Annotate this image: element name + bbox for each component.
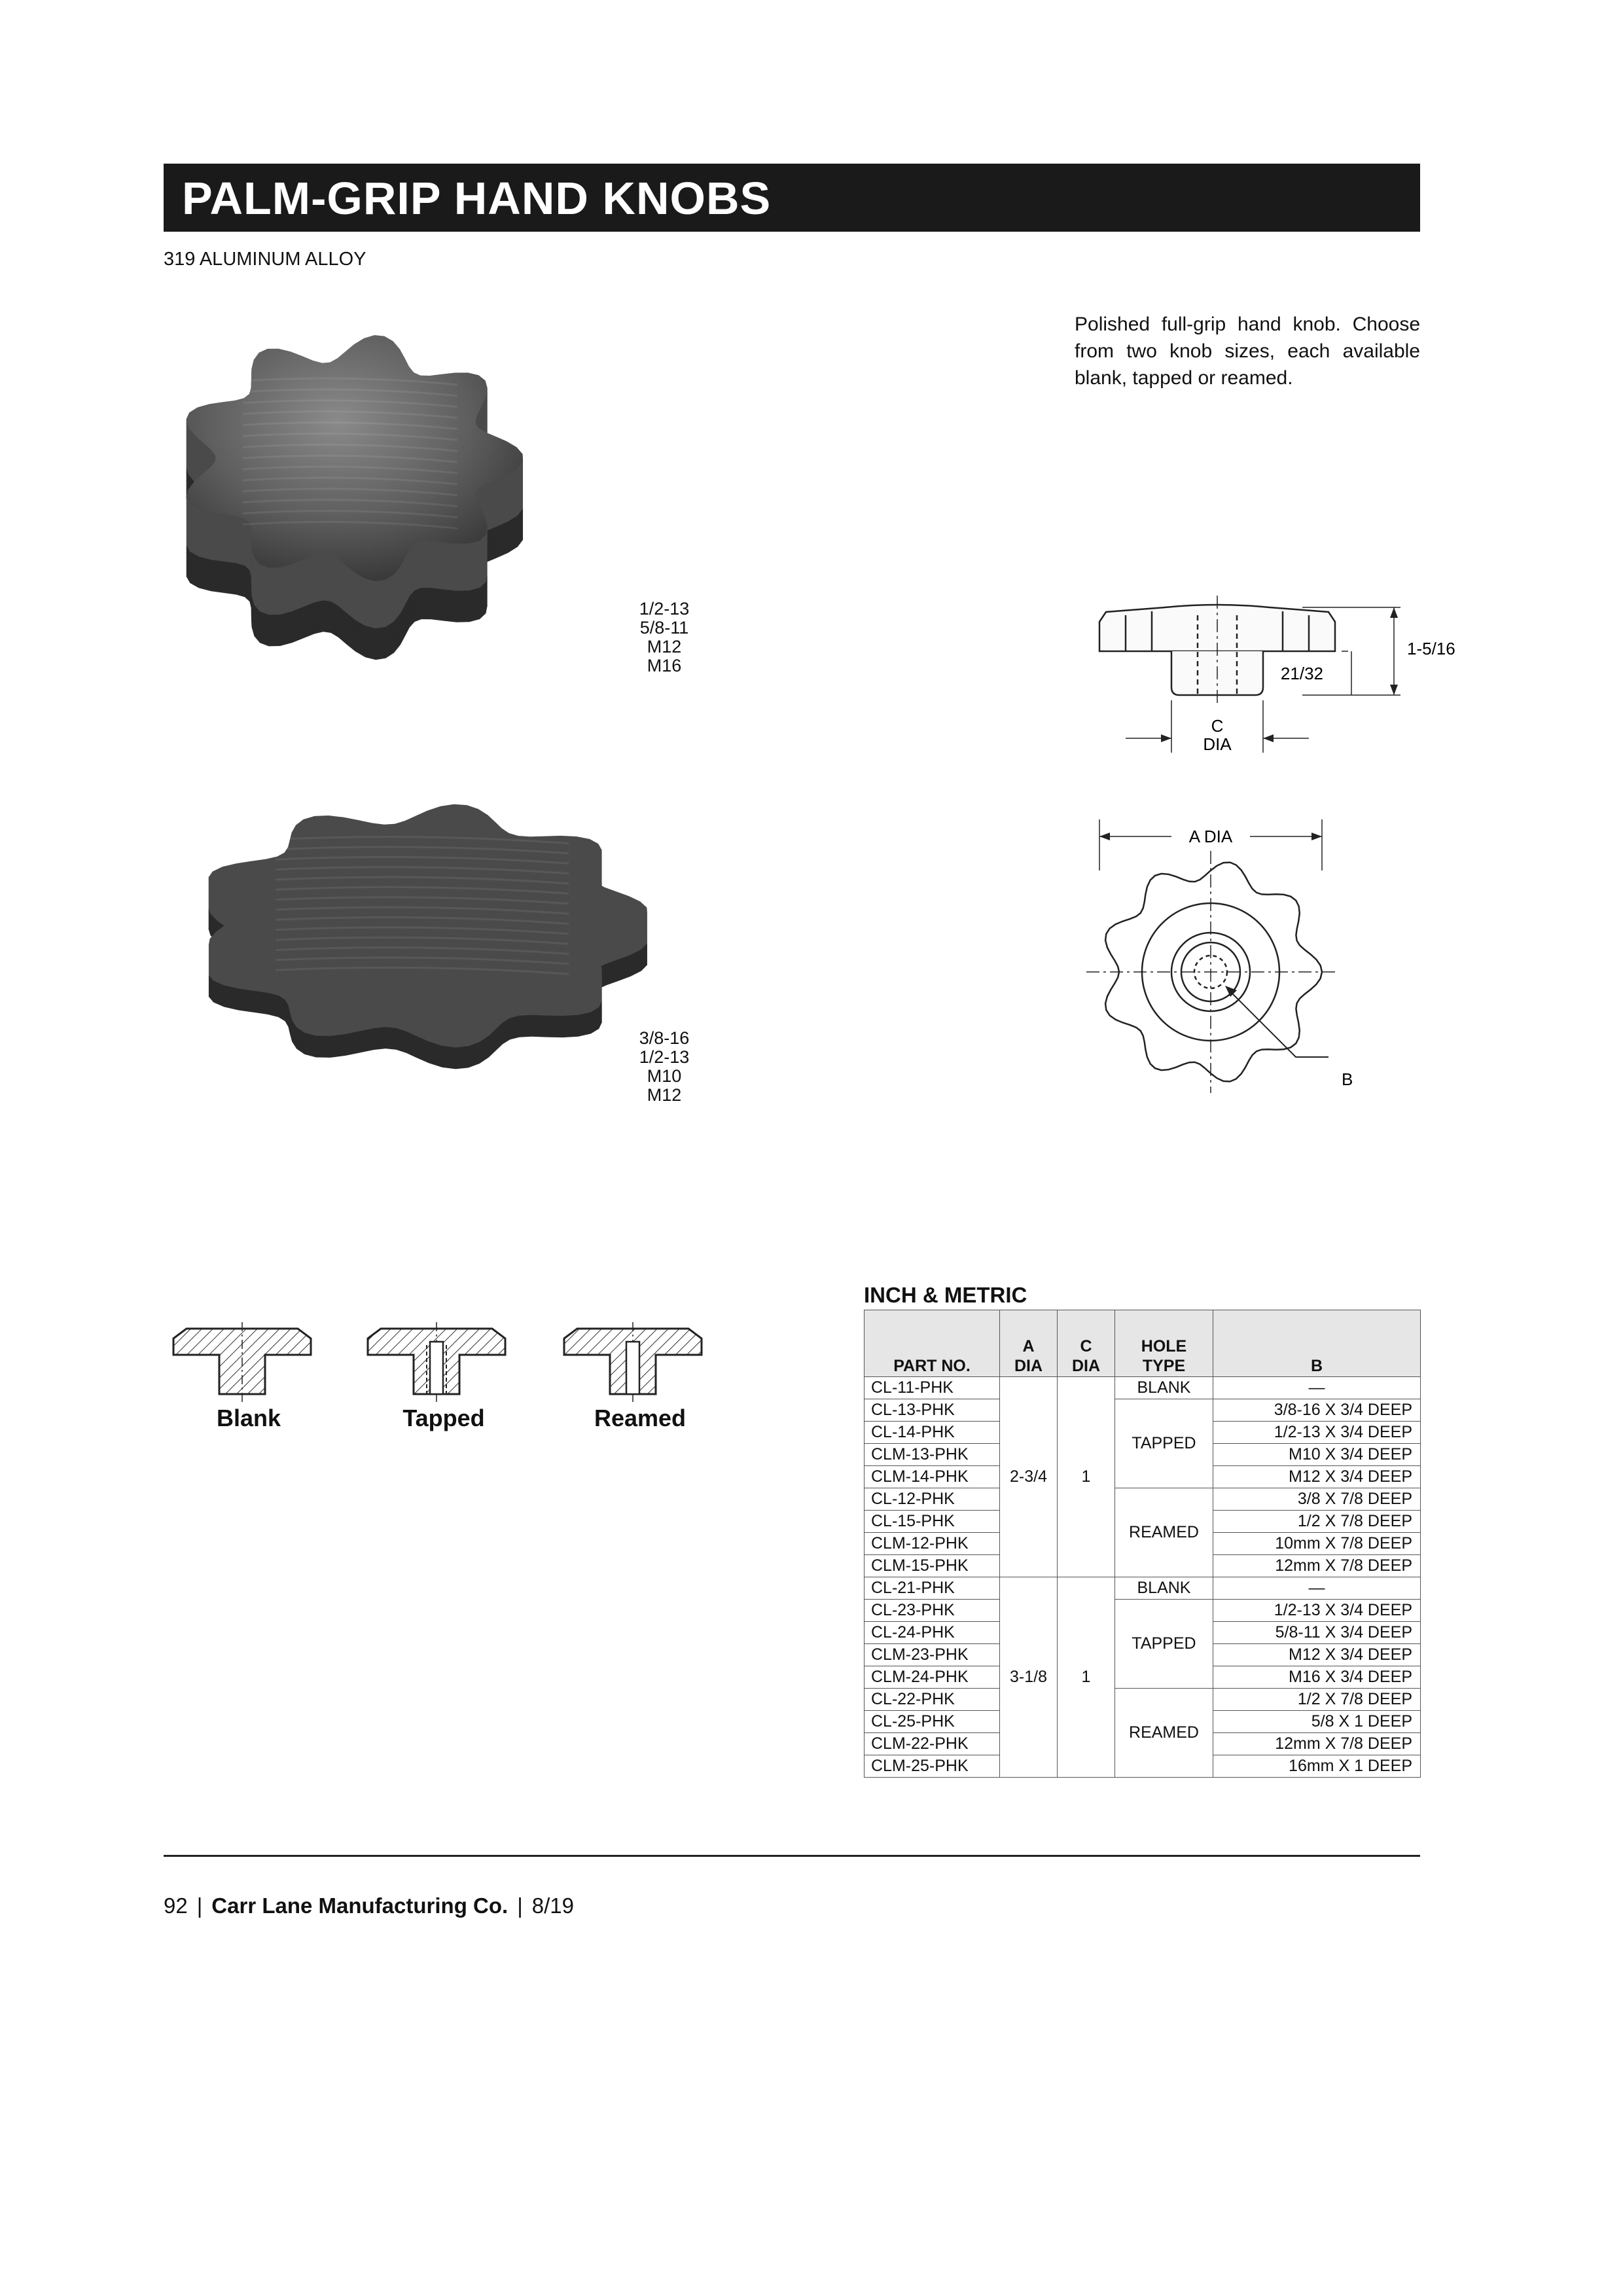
size-item: 5/8-11 [639,618,689,637]
top-view-drawing [1080,812,1394,1100]
size-item: M12 [647,1085,682,1105]
part-number-cell: CL-25-PHK [865,1711,1000,1733]
b-dimension-cell: — [1213,1577,1421,1600]
hole-type-blank-label: Blank [216,1405,281,1431]
b-dimension-cell: M10 X 3/4 DEEP [1213,1444,1421,1466]
a-dia-label: A DIA [1188,827,1233,846]
hole-type-cell: REAMED [1115,1689,1213,1778]
header-c-dia: C DIA [1058,1310,1115,1377]
table-row [865,1377,1421,1399]
page-title: PALM-GRIP HAND KNOBS [182,173,772,224]
part-number-cell: CLM-13-PHK [865,1444,1000,1466]
b-dimension-cell: — [1213,1377,1421,1399]
part-number-cell: CLM-24-PHK [865,1666,1000,1689]
b-dimension-cell: 1/2 X 7/8 DEEP [1213,1511,1421,1533]
table-row [865,1600,1421,1622]
size-item: 3/8-16 [639,1028,690,1048]
header-b: B [1213,1310,1421,1377]
footer-divider [164,1855,1420,1857]
spec-table [864,1310,1421,1778]
b-dimension-cell: 16mm X 1 DEEP [1213,1755,1421,1778]
table-title: INCH & METRIC [864,1283,1027,1307]
c-label: C [1211,716,1224,736]
footer: 92 | Carr Lane Manufacturing Co. | 8/19 [164,1893,574,1918]
part-number-cell: CL-23-PHK [865,1600,1000,1622]
table-row [865,1399,1421,1422]
part-number-cell: CL-15-PHK [865,1511,1000,1533]
a-dia-cell: 2-3/4 [1000,1377,1058,1577]
b-dimension-cell: 12mm X 7/8 DEEP [1213,1555,1421,1577]
part-number-cell: CLM-23-PHK [865,1644,1000,1666]
header-part-no: PART NO. [865,1310,1000,1377]
hole-type-cell: BLANK [1115,1577,1213,1600]
part-number-cell: CL-12-PHK [865,1488,1000,1511]
b-dimension-cell: M12 X 3/4 DEEP [1213,1466,1421,1488]
b-dimension-cell: 1/2-13 X 3/4 DEEP [1213,1422,1421,1444]
table-row [865,1488,1421,1511]
material-subtitle: 319 ALUMINUM ALLOY [164,249,366,270]
b-label: B [1342,1069,1353,1089]
hole-type-reamed-label: Reamed [594,1405,687,1431]
c-dia-label: DIA [1203,734,1232,754]
large-knob-size-list [622,600,707,675]
part-number-cell: CL-22-PHK [865,1689,1000,1711]
part-number-cell: CL-13-PHK [865,1399,1000,1422]
page-number: 92 [164,1893,188,1918]
b-dimension-cell: 1/2-13 X 3/4 DEEP [1213,1600,1421,1622]
hole-type-diagrams [164,1322,740,1407]
hole-type-cell: REAMED [1115,1488,1213,1577]
part-number-cell: CLM-15-PHK [865,1555,1000,1577]
b-dimension-cell: 1/2 X 7/8 DEEP [1213,1689,1421,1711]
part-number-cell: CLM-25-PHK [865,1755,1000,1778]
b-dimension-cell: 3/8-16 X 3/4 DEEP [1213,1399,1421,1422]
table-row [865,1689,1421,1711]
b-dimension-cell: 12mm X 7/8 DEEP [1213,1733,1421,1755]
size-item: M10 [647,1066,682,1086]
part-number-cell: CL-14-PHK [865,1422,1000,1444]
size-item: M12 [647,637,682,656]
small-knob-photo [190,772,661,1100]
b-dimension-cell: 3/8 X 7/8 DEEP [1213,1488,1421,1511]
hole-type-cell: BLANK [1115,1377,1213,1399]
b-dimension-cell: 10mm X 7/8 DEEP [1213,1533,1421,1555]
b-dimension-cell: 5/8 X 1 DEEP [1213,1711,1421,1733]
part-number-cell: CLM-12-PHK [865,1533,1000,1555]
company-name: Carr Lane Manufacturing Co. [211,1893,508,1918]
large-knob-photo [170,308,537,674]
hub-dimension: 21/32 [1280,664,1323,683]
hole-type-cell: TAPPED [1115,1399,1213,1488]
b-dimension-cell: 5/8-11 X 3/4 DEEP [1213,1622,1421,1644]
product-description: Polished full-grip hand knob. Choose from two knob sizes, each available blank, tapped or reamed. [1075,314,1420,389]
part-number-cell: CLM-22-PHK [865,1733,1000,1755]
b-dimension-cell: M12 X 3/4 DEEP [1213,1644,1421,1666]
part-number-cell: CL-24-PHK [865,1622,1000,1644]
hole-type-cell: TAPPED [1115,1600,1213,1689]
a-dia-cell: 3-1/8 [1000,1577,1058,1778]
size-item: 1/2-13 [639,599,690,619]
header-a-dia: A DIA [1000,1310,1058,1377]
hole-type-tapped-label: Tapped [402,1405,485,1431]
size-item: 1/2-13 [639,1047,690,1067]
c-dia-cell: 1 [1058,1577,1115,1778]
c-dia-cell: 1 [1058,1377,1115,1577]
part-number-cell: CL-11-PHK [865,1377,1000,1399]
part-number-cell: CL-21-PHK [865,1577,1000,1600]
part-number-cell: CLM-14-PHK [865,1466,1000,1488]
side-view-drawing [1086,589,1455,772]
size-item: M16 [647,656,682,675]
small-knob-size-list [622,1029,707,1105]
footer-date: 8/19 [531,1893,574,1918]
header-hole-type: HOLE TYPE [1115,1310,1213,1377]
height-dimension: 1-5/16 [1407,639,1455,658]
table-row [865,1577,1421,1600]
b-dimension-cell: M16 X 3/4 DEEP [1213,1666,1421,1689]
